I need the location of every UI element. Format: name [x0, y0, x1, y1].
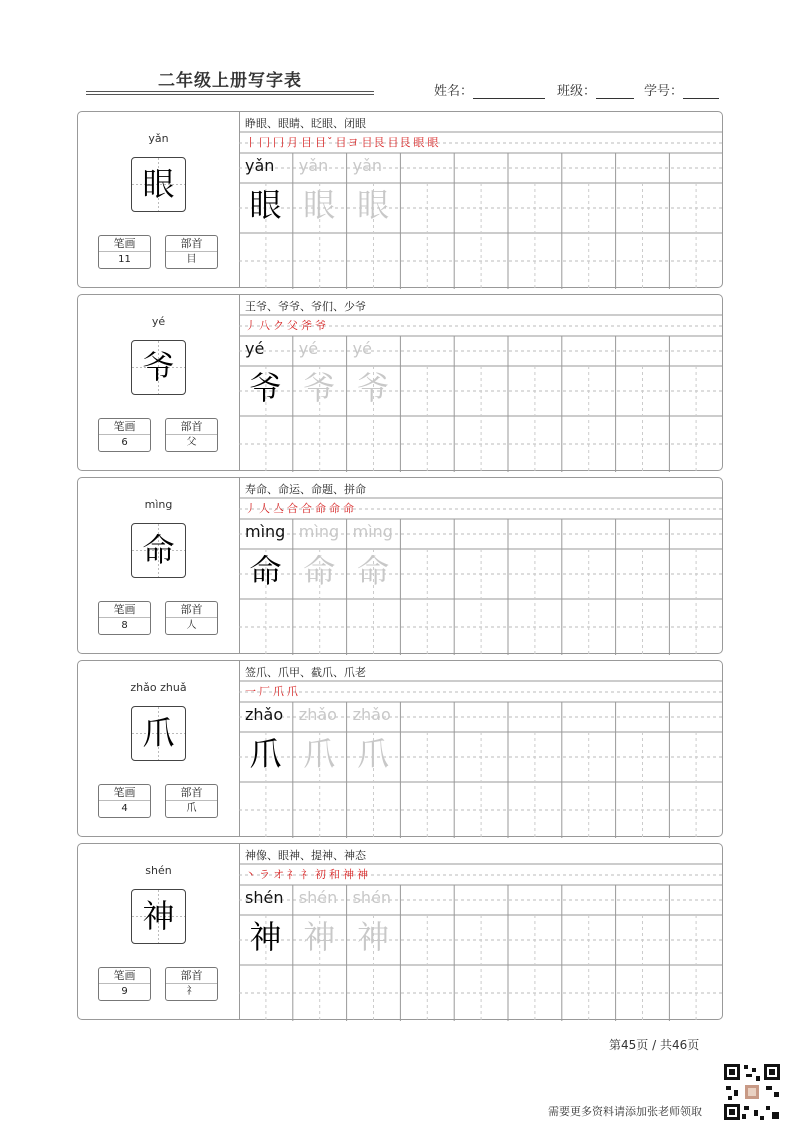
char-pinyin: yǎn	[148, 132, 169, 145]
stroke-step: 命	[315, 502, 327, 515]
title-rule	[86, 91, 374, 95]
char-trace: 命	[303, 552, 336, 590]
char-pinyin: shén	[145, 864, 172, 877]
char-glyph: 爪	[142, 714, 175, 752]
page-number: 第45页 / 共46页	[609, 1038, 700, 1052]
class-blank[interactable]	[596, 84, 634, 99]
pinyin-trace: yǎn	[298, 156, 329, 175]
stroke-order	[245, 500, 357, 516]
char-box	[131, 157, 186, 212]
stroke-step: 亼	[273, 502, 285, 515]
stroke-step: 八	[259, 319, 271, 332]
stroke-step: 爪	[273, 685, 285, 698]
example-words: 寿命、命运、命题、拼命	[245, 483, 366, 496]
stroke-count-label: 笔画	[99, 602, 150, 618]
stroke-step: 命	[343, 502, 355, 515]
pinyin-model: yǎn	[245, 156, 275, 175]
char-info-panel	[78, 295, 240, 470]
char-card	[77, 660, 723, 837]
char-trace: 爷	[303, 369, 336, 407]
stroke-step: 合	[287, 502, 299, 515]
radical-value: 父	[186, 437, 197, 448]
id-label: 学号：	[644, 84, 684, 99]
footer-note: 需要更多资料请添加张老师领取	[548, 1105, 702, 1118]
pinyin-trace: yǎn	[352, 156, 383, 175]
stroke-step: 冂	[273, 136, 285, 149]
stroke-step: 丿	[245, 319, 257, 332]
stroke-order	[245, 317, 329, 333]
class-label: 班级：	[557, 84, 597, 99]
char-trace: 眼	[357, 186, 390, 224]
pinyin-model: shén	[245, 888, 284, 907]
stroke-step: 爪	[287, 685, 299, 698]
radical-box	[165, 601, 218, 635]
char-info-panel	[78, 844, 240, 1019]
stroke-step: 一	[245, 685, 257, 698]
pinyin-trace: mìng	[298, 522, 340, 541]
practice-panel	[239, 295, 723, 470]
stroke-step: 礻	[287, 868, 299, 881]
class-field[interactable]	[557, 80, 634, 99]
radical-value: 礻	[186, 986, 197, 997]
char-trace: 神	[303, 918, 336, 956]
pinyin-model: yé	[245, 339, 265, 358]
pinyin-trace: zhǎo	[352, 705, 391, 724]
stroke-step: 和	[329, 868, 341, 881]
pinyin-trace: shén	[352, 888, 392, 907]
stroke-count-value: 6	[121, 437, 128, 448]
char-glyph: 眼	[142, 165, 175, 203]
stroke-step: 眼	[427, 136, 440, 149]
radical-label: 部首	[166, 236, 217, 252]
example-words: 签爪、爪甲、截爪、爪老	[245, 666, 366, 679]
radical-box	[165, 967, 218, 1001]
char-box	[131, 889, 186, 944]
stroke-step: 神	[357, 868, 369, 881]
stroke-count-value: 4	[121, 803, 128, 814]
radical-box	[165, 418, 218, 452]
stroke-step: 目艮	[361, 136, 386, 149]
char-model: 神	[249, 918, 282, 956]
example-words: 睁眼、眼睛、眨眼、闭眼	[245, 117, 366, 130]
qr-code-icon	[722, 1062, 782, 1122]
stroke-step: 斧	[301, 319, 313, 332]
char-info-panel	[78, 661, 240, 836]
char-model: 眼	[249, 186, 282, 224]
stroke-step: 眼	[413, 136, 426, 149]
radical-label: 部首	[166, 602, 217, 618]
char-trace: 命	[357, 552, 390, 590]
stroke-step: 目ヨ	[335, 136, 360, 149]
stroke-count-label: 笔画	[99, 236, 150, 252]
radical-box	[165, 235, 218, 269]
stroke-step: 厂	[259, 685, 271, 698]
char-glyph: 神	[142, 897, 175, 935]
radical-label: 部首	[166, 785, 217, 801]
stroke-count-value: 8	[121, 620, 128, 631]
stroke-step: 礻	[301, 868, 313, 881]
stroke-count-box	[98, 967, 151, 1001]
char-info-panel	[78, 478, 240, 653]
stroke-step: 丿	[245, 502, 257, 515]
name-blank[interactable]	[473, 84, 545, 99]
char-box	[131, 523, 186, 578]
char-trace: 爷	[357, 369, 390, 407]
stroke-count-label: 笔画	[99, 968, 150, 984]
id-field[interactable]	[644, 80, 719, 99]
char-trace: 神	[357, 918, 390, 956]
char-card	[77, 111, 723, 288]
practice-panel	[239, 844, 723, 1019]
stroke-step: 合	[301, 502, 313, 515]
stroke-step: 月	[287, 136, 299, 149]
practice-panel	[239, 112, 723, 287]
stroke-count-value: 9	[121, 986, 128, 997]
stroke-order	[245, 683, 301, 699]
stroke-step: 目	[301, 136, 313, 149]
pinyin-trace: yé	[298, 339, 319, 358]
pinyin-trace: yé	[352, 339, 372, 358]
stroke-count-label: 笔画	[99, 785, 150, 801]
char-glyph: 命	[142, 531, 175, 569]
stroke-step: 丶	[245, 868, 257, 881]
pinyin-model: mìng	[245, 522, 286, 541]
char-pinyin: yé	[151, 315, 166, 328]
char-card	[77, 843, 723, 1020]
char-pinyin: zhǎo zhuǎ	[130, 681, 187, 694]
radical-value: 目	[186, 254, 197, 265]
id-blank[interactable]	[683, 84, 719, 99]
char-box	[131, 340, 186, 395]
stroke-step: 爷	[315, 319, 327, 332]
char-glyph: 爷	[142, 348, 175, 386]
char-trace: 眼	[303, 186, 336, 224]
pinyin-model: zhǎo	[245, 705, 284, 724]
name-field[interactable]	[434, 80, 545, 99]
char-card	[77, 477, 723, 654]
stroke-step: ラ	[259, 868, 271, 881]
stroke-step: 冂	[259, 136, 271, 149]
char-model: 命	[249, 552, 282, 590]
pinyin-trace: shén	[298, 888, 338, 907]
page-title: 二年级上册写字表	[158, 71, 302, 91]
stroke-count-box	[98, 418, 151, 452]
char-model: 爪	[249, 735, 282, 773]
char-pinyin: mìng	[144, 498, 173, 511]
stroke-count-box	[98, 235, 151, 269]
stroke-step: 目艮	[387, 136, 412, 149]
radical-value: 爪	[186, 803, 197, 814]
example-words: 王爷、爷爷、爷们、少爷	[245, 300, 366, 313]
radical-label: 部首	[166, 419, 217, 435]
stroke-count-box	[98, 784, 151, 818]
stroke-step: 父	[287, 319, 299, 332]
stroke-step: 神	[343, 868, 355, 881]
pinyin-trace: mìng	[352, 522, 393, 541]
stroke-order	[245, 866, 371, 882]
char-trace: 爪	[303, 735, 336, 773]
stroke-step: 目ˇ	[315, 136, 334, 149]
example-words: 神像、眼神、提神、神态	[245, 849, 366, 862]
practice-panel	[239, 661, 723, 836]
practice-panel	[239, 478, 723, 653]
char-info-panel	[78, 112, 240, 287]
char-model: 爷	[249, 369, 282, 407]
radical-value: 人	[186, 620, 197, 631]
char-trace: 爪	[357, 735, 390, 773]
stroke-step: 初	[315, 868, 327, 881]
stroke-count-label: 笔画	[99, 419, 150, 435]
radical-box	[165, 784, 218, 818]
stroke-step: 丨	[245, 136, 257, 149]
char-card	[77, 294, 723, 471]
stroke-step: 命	[329, 502, 341, 515]
name-label: 姓名：	[434, 84, 474, 99]
pinyin-trace: zhǎo	[298, 705, 337, 724]
stroke-count-value: 11	[118, 254, 131, 265]
stroke-order	[245, 134, 442, 150]
radical-label: 部首	[166, 968, 217, 984]
stroke-step: オ	[273, 868, 285, 881]
stroke-step: ク	[273, 319, 285, 332]
stroke-step: 人	[259, 502, 271, 515]
char-box	[131, 706, 186, 761]
stroke-count-box	[98, 601, 151, 635]
